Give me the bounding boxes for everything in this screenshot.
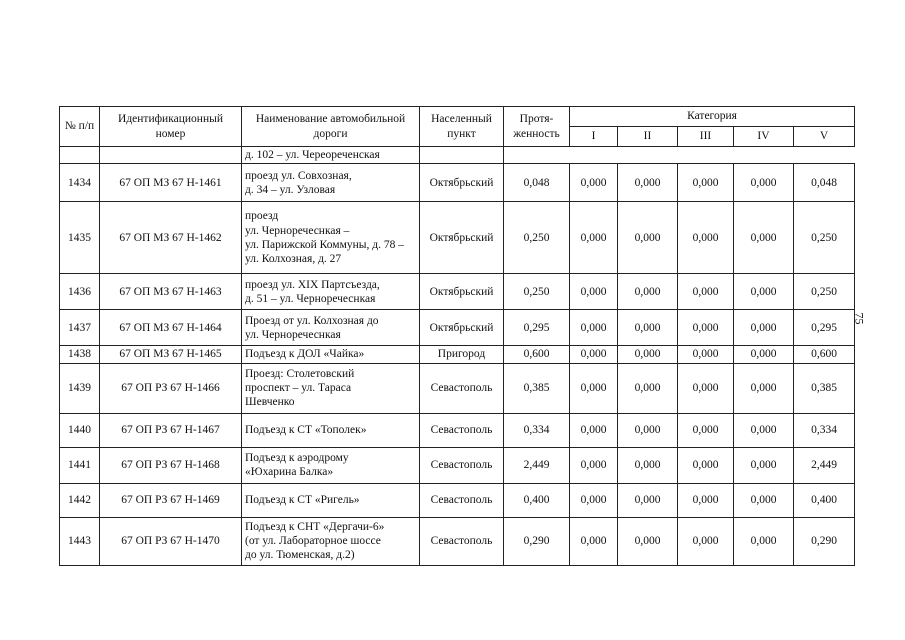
row-length: 0,295 [504,310,570,346]
header-cat-5: V [794,127,855,147]
row-cat-1: 0,000 [570,346,618,363]
road-name-line: Подъезд к СНТ «Дергачи-6» [245,520,385,533]
header-cat-3: III [678,127,734,147]
row-num: 1440 [60,413,100,447]
row-locality: Октябрьский [420,310,504,346]
row-id: 67 ОП РЗ 67 Н-1469 [100,483,242,517]
road-name-line: «Юхарина Балка» [245,466,334,479]
table-row [60,447,855,483]
row-cat-4: 0,000 [734,202,794,274]
row-locality: Октябрьский [420,274,504,310]
row-cat-4: 0,000 [734,363,794,413]
table-row [60,413,855,447]
road-name-line: ул. Черноречеснкая – [245,224,350,237]
row-cat-3: 0,000 [678,363,734,413]
row-cat-5: 0,385 [794,363,855,413]
row-cat-3: 0,000 [678,483,734,517]
row-cat-3: 0,000 [678,346,734,363]
row-road-name [242,346,420,363]
header-num: № п/п [60,107,100,147]
road-name-line: проезд [245,210,279,223]
row-cat-3: 0,000 [678,274,734,310]
row-length: 2,449 [504,447,570,483]
row-num: 1435 [60,202,100,274]
row-cat-1: 0,000 [570,164,618,202]
row-road-name [242,413,420,447]
row-cat-5: 0,334 [794,413,855,447]
road-name-line: проезд ул. Совхозная, [245,169,352,182]
table-row [60,483,855,517]
row-locality: Севастополь [420,413,504,447]
header-locality: Населенный пункт [420,107,504,147]
header-cat-1: I [570,127,618,147]
row-cat-1: 0,000 [570,447,618,483]
row-road-name [242,202,420,274]
row-cat-1: 0,000 [570,274,618,310]
road-name-line: Проезд от ул. Колхозная до [245,314,379,327]
row-length: 0,600 [504,346,570,363]
table-row [60,310,855,346]
continuation-row [60,147,855,164]
row-id: 67 ОП МЗ 67 Н-1464 [100,310,242,346]
row-num: 1438 [60,346,100,363]
row-id: 67 ОП МЗ 67 Н-1465 [100,346,242,363]
row-length: 0,250 [504,202,570,274]
row-cat-1: 0,000 [570,517,618,565]
row-length: 0,048 [504,164,570,202]
road-name-line: Проезд: Столетовский [245,367,355,380]
row-locality: Пригород [420,346,504,363]
row-id: 67 ОП РЗ 67 Н-1468 [100,447,242,483]
header-cat-4: IV [734,127,794,147]
row-length: 0,400 [504,483,570,517]
row-road-name [242,517,420,565]
row-cat-5: 0,400 [794,483,855,517]
row-cat-5: 0,295 [794,310,855,346]
row-id: 67 ОП РЗ 67 Н-1470 [100,517,242,565]
row-cat-1: 0,000 [570,310,618,346]
row-id: 67 ОП РЗ 67 Н-1467 [100,413,242,447]
road-name-line: д. 34 – ул. Узловая [245,183,336,196]
row-num: 1436 [60,274,100,310]
table-row [60,274,855,310]
row-cat-2: 0,000 [618,363,678,413]
row-cat-5: 0,250 [794,274,855,310]
row-cat-2: 0,000 [618,483,678,517]
row-cat-4: 0,000 [734,483,794,517]
row-num: 1434 [60,164,100,202]
road-name-line: проезд ул. XIX Партсъезда, [245,278,380,291]
road-name-line: Шевченко [245,396,295,409]
row-cat-3: 0,000 [678,202,734,274]
row-cat-4: 0,000 [734,346,794,363]
row-length: 0,250 [504,274,570,310]
page-number: 75 [852,312,867,325]
row-cat-2: 0,000 [618,310,678,346]
row-cat-3: 0,000 [678,447,734,483]
row-id: 67 ОП МЗ 67 Н-1462 [100,202,242,274]
row-cat-5: 0,290 [794,517,855,565]
continuation-text: д. 102 – ул. Череореченская [242,147,420,164]
row-locality: Октябрьский [420,164,504,202]
row-cat-2: 0,000 [618,517,678,565]
row-num: 1437 [60,310,100,346]
roads-table [59,106,855,566]
road-name-line: Подъезд к СТ «Тополек» [245,424,367,437]
row-cat-1: 0,000 [570,483,618,517]
row-cat-2: 0,000 [618,202,678,274]
row-cat-3: 0,000 [678,164,734,202]
row-road-name [242,447,420,483]
row-locality: Севастополь [420,447,504,483]
road-name-line: до ул. Тюменская, д.2) [245,549,355,562]
table-row [60,346,855,363]
row-num: 1442 [60,483,100,517]
road-name-line: ул. Парижской Коммуны, д. 78 – ул. Колхозная, д. 27 [245,238,404,266]
table-row [60,517,855,565]
row-cat-5: 2,449 [794,447,855,483]
row-num: 1439 [60,363,100,413]
row-locality: Октябрьский [420,202,504,274]
row-cat-4: 0,000 [734,447,794,483]
row-locality: Севастополь [420,517,504,565]
header-length: Протя-женность [504,107,570,147]
header-id: Идентификационный номер [100,107,242,147]
table-row [60,202,855,274]
road-name-line: ул. Черноречеснкая [245,328,341,341]
row-cat-2: 0,000 [618,413,678,447]
row-cat-2: 0,000 [618,274,678,310]
row-length: 0,385 [504,363,570,413]
row-locality: Севастополь [420,363,504,413]
row-locality: Севастополь [420,483,504,517]
row-id: 67 ОП МЗ 67 Н-1461 [100,164,242,202]
row-road-name [242,164,420,202]
header-name: Наименование автомобильной дороги [242,107,420,147]
header-cat-2: II [618,127,678,147]
row-num: 1441 [60,447,100,483]
row-cat-4: 0,000 [734,164,794,202]
row-cat-3: 0,000 [678,310,734,346]
row-cat-4: 0,000 [734,274,794,310]
row-cat-1: 0,000 [570,363,618,413]
row-num: 1443 [60,517,100,565]
road-name-line: проспект – ул. Тараса [245,382,352,395]
row-id: 67 ОП МЗ 67 Н-1463 [100,274,242,310]
row-cat-2: 0,000 [618,447,678,483]
row-cat-3: 0,000 [678,413,734,447]
row-road-name [242,274,420,310]
table-row [60,164,855,202]
row-cat-3: 0,000 [678,517,734,565]
row-cat-5: 0,048 [794,164,855,202]
row-cat-5: 0,250 [794,202,855,274]
row-cat-2: 0,000 [618,346,678,363]
row-road-name [242,363,420,413]
road-name-line: Подъезд к СТ «Ригель» [245,494,360,507]
row-road-name [242,483,420,517]
row-id: 67 ОП РЗ 67 Н-1466 [100,363,242,413]
row-cat-2: 0,000 [618,164,678,202]
road-name-line: Подъезд к аэродрому [245,451,349,464]
row-cat-4: 0,000 [734,310,794,346]
road-name-line: д. 51 – ул. Черноречеснкая [245,292,376,305]
header-category: Категория [570,107,855,127]
table-row [60,363,855,413]
road-name-line: (от ул. Лабораторное шоссе [245,535,381,548]
row-cat-5: 0,600 [794,346,855,363]
row-cat-4: 0,000 [734,413,794,447]
row-length: 0,290 [504,517,570,565]
row-cat-1: 0,000 [570,413,618,447]
row-road-name [242,310,420,346]
row-length: 0,334 [504,413,570,447]
road-name-line: Подъезд к ДОЛ «Чайка» [245,348,365,361]
row-cat-1: 0,000 [570,202,618,274]
row-cat-4: 0,000 [734,517,794,565]
